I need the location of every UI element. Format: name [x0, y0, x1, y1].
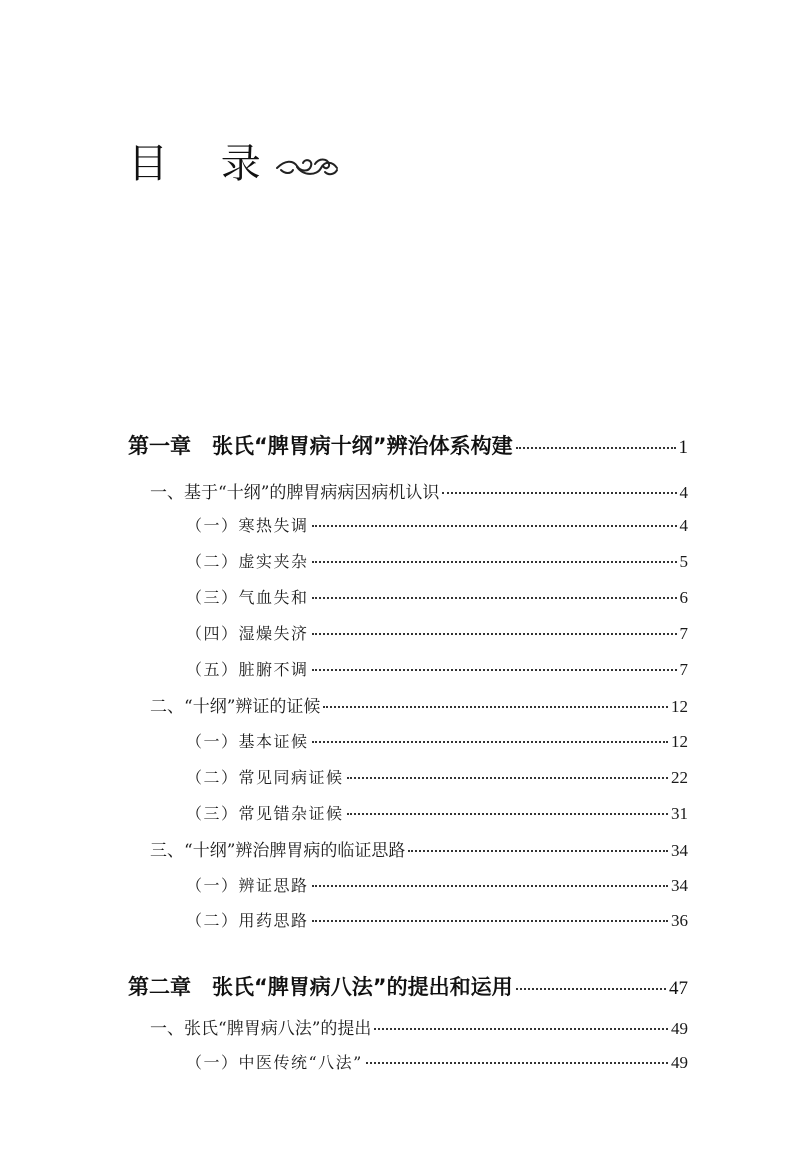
toc-subsection-1-1-5[interactable]: [186, 657, 688, 680]
toc-page-number: 6: [679, 588, 688, 607]
toc-subsection-2-1-1[interactable]: [186, 1050, 688, 1073]
toc-entry-label: 三、“十纲”辨治脾胃病的临证思路: [150, 841, 406, 861]
toc-entry-label: （三）常见错杂证候: [186, 804, 344, 823]
dot-leader: [312, 633, 677, 635]
toc-entry-label: （一）寒热失调: [186, 516, 309, 535]
toc-page-number: 34: [671, 841, 688, 860]
dot-leader: [312, 741, 668, 743]
toc-entry-label: （一）辨证思路: [186, 876, 309, 895]
toc-page-number: 4: [679, 516, 688, 535]
toc-entry-label: 第二章 张氏“脾胃病八法”的提出和运用: [128, 975, 513, 999]
toc-subsection-1-1-2[interactable]: [186, 549, 688, 572]
toc-page-number: 31: [671, 804, 688, 823]
dot-leader: [312, 597, 677, 599]
toc-subsection-1-1-1[interactable]: [186, 513, 688, 536]
dot-leader: [312, 525, 677, 527]
toc-page-number: 36: [671, 911, 688, 930]
page-title-text: 目 录: [128, 141, 281, 187]
dot-leader: [312, 669, 677, 671]
toc-page-number: 5: [679, 552, 688, 571]
toc-subsection-1-3-1[interactable]: [186, 873, 688, 896]
toc-section-1-2[interactable]: [150, 692, 688, 717]
toc-subsection-1-2-1[interactable]: [186, 729, 688, 752]
dot-leader: [323, 706, 668, 708]
toc-section-1-3[interactable]: [150, 836, 688, 861]
toc-page-number: 1: [678, 437, 688, 458]
toc-entry-label: （一）基本证候: [186, 732, 309, 751]
dot-leader: [312, 920, 668, 922]
toc-entry-label: （五）脏腑不调: [186, 660, 309, 679]
toc-page-number: 34: [671, 876, 688, 895]
toc-page-number: 7: [679, 624, 688, 643]
dot-leader: [408, 850, 668, 852]
dot-leader: [312, 561, 677, 563]
toc-chapter-1[interactable]: [128, 430, 688, 460]
toc-subsection-1-2-2[interactable]: [186, 765, 688, 788]
toc-page-number: 12: [671, 732, 688, 751]
toc-section-2-1[interactable]: [150, 1014, 688, 1039]
toc-entry-label: （三）气血失和: [186, 588, 309, 607]
toc-page-number: 4: [679, 483, 688, 502]
toc-entry-label: （二）虚实夹杂: [186, 552, 309, 571]
toc-page-number: 22: [671, 768, 688, 787]
dot-leader: [347, 777, 668, 779]
dot-leader: [312, 885, 668, 887]
toc-subsection-1-1-4[interactable]: [186, 621, 688, 644]
toc-section-1-1[interactable]: [150, 478, 688, 503]
toc-page-number: 12: [671, 697, 688, 716]
toc-page-number: 49: [671, 1019, 688, 1038]
toc-entry-label: （二）常见同病证候: [186, 768, 344, 787]
dot-leader: [516, 988, 666, 990]
toc-entry-label: 二、“十纲”辨证的证候: [150, 697, 321, 717]
toc-entry-label: （四）湿燥失济: [186, 624, 309, 643]
toc-entry-label: （一）中医传统“八法”: [186, 1053, 363, 1072]
toc-subsection-1-3-2[interactable]: [186, 908, 688, 931]
dot-leader: [366, 1062, 668, 1064]
dot-leader: [442, 492, 676, 494]
toc-entry-label: 一、基于“十纲”的脾胃病病因病机认识: [150, 483, 440, 503]
toc-entry-label: 第一章 张氏“脾胃病十纲”辨治体系构建: [128, 434, 513, 458]
scroll-swirl-ornament-icon: [275, 154, 339, 180]
toc-subsection-1-2-3[interactable]: [186, 801, 688, 824]
page-title: [128, 136, 339, 192]
toc-page-number: 7: [679, 660, 688, 679]
dot-leader: [374, 1028, 668, 1030]
toc-page-number: 47: [669, 978, 688, 999]
toc-chapter-2[interactable]: [128, 971, 688, 1001]
toc-entry-label: 一、张氏“脾胃病八法”的提出: [150, 1019, 372, 1039]
toc-entry-label: （二）用药思路: [186, 911, 309, 930]
dot-leader: [516, 447, 676, 449]
toc-page-number: 49: [671, 1053, 688, 1072]
toc-subsection-1-1-3[interactable]: [186, 585, 688, 608]
dot-leader: [347, 813, 668, 815]
